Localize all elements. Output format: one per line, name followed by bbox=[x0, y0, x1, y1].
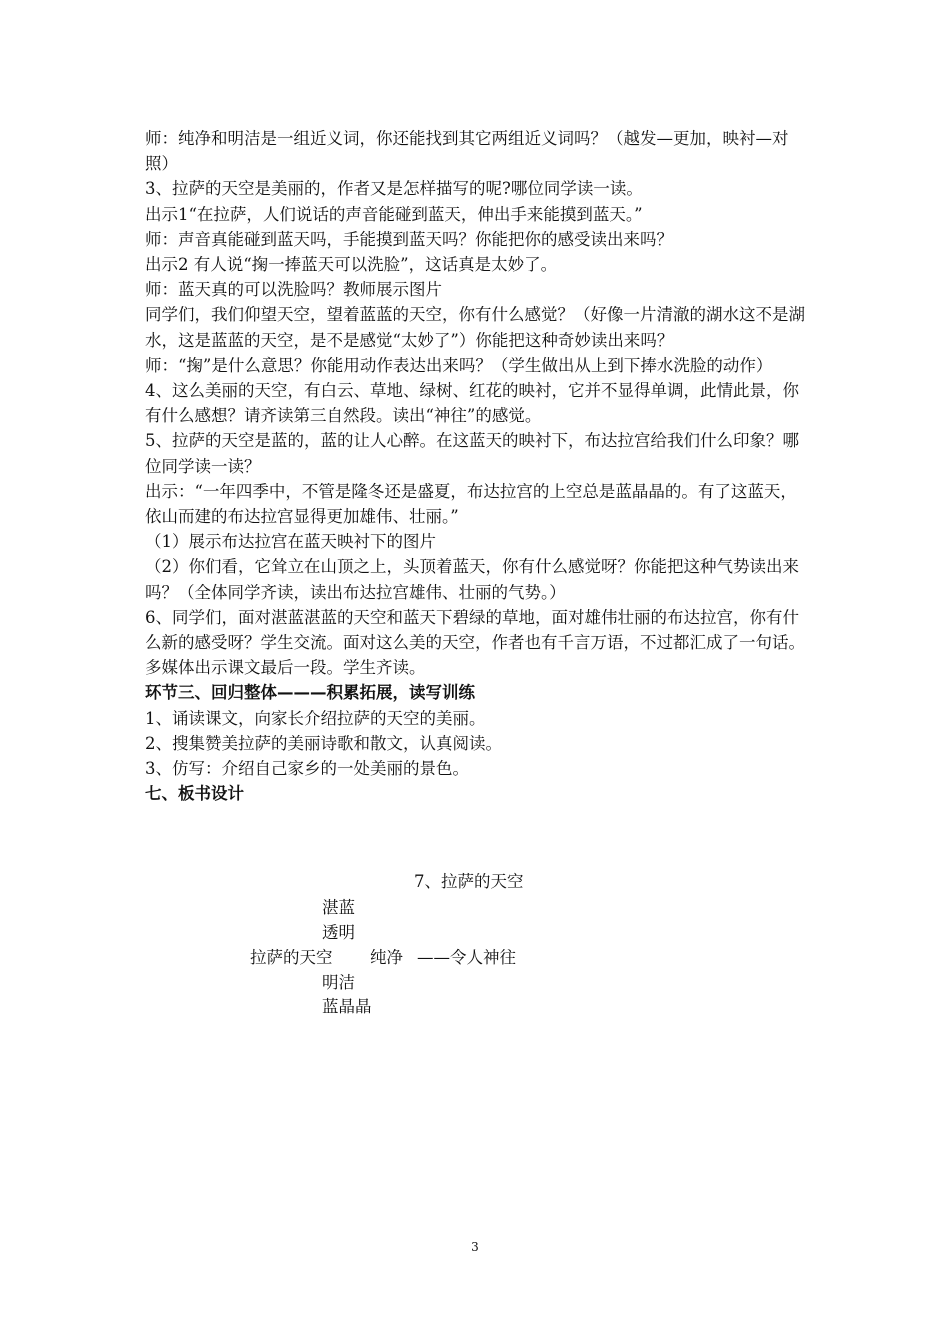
paragraph: （1）展示布达拉宫在蓝天映衬下的图片 bbox=[145, 532, 436, 552]
board-conclusion: ——令人神往 bbox=[417, 948, 516, 967]
paragraph: 5、拉萨的天空是蓝的，蓝的让人心醉。在这蓝天的映衬下，布达拉宫给我们什么印象？哪位同学读一读？ bbox=[145, 431, 799, 476]
paragraph: 师：纯净和明洁是一组近义词，你还能找到其它两组近义词吗？（越发—更加，映衬—对照） bbox=[145, 129, 789, 174]
document-body bbox=[145, 126, 810, 806]
section-heading: 七、板书设计 bbox=[145, 784, 244, 804]
paragraph: 6、同学们，面对湛蓝湛蓝的天空和蓝天下碧绿的草地，面对雄伟壮丽的布达拉宫，你有什么新的感受呀？学生交流。面对这么美的天空，作者也有千言万语，不过都汇成了一句话。多媒体出示课文最后一段。学生齐读。 bbox=[145, 607, 805, 678]
blackboard-design bbox=[0, 870, 950, 1030]
paragraph: 师：蓝天真的可以洗脸吗？教师展示图片 bbox=[145, 280, 442, 300]
section-heading: 环节三、回归整体———积累拓展，读写训练 bbox=[145, 683, 475, 703]
paragraph: 出示：“一年四季中，不管是隆冬还是盛夏，布达拉宫的上空总是蓝晶晶的。有了这蓝天，依山而建的布达拉宫显得更加雄伟、壮丽。” bbox=[145, 481, 797, 527]
paragraph: 出示1“在拉萨，人们说话的声音能碰到蓝天，伸出手来能摸到蓝天。” bbox=[145, 204, 643, 224]
paragraph: （2）你们看，它耸立在山顶之上，头顶着蓝天，你有什么感觉呀？你能把这种气势读出来吗？（全体同学齐读，读出布达拉宫雄伟、壮丽的气势。） bbox=[145, 557, 799, 602]
board-word: 蓝晶晶 bbox=[322, 997, 372, 1016]
paragraph: 4、这么美丽的天空，有白云、草地、绿树、红花的映衬，它并不显得单调，此情此景，你有什么感想？请齐读第三自然段。读出“神往”的感觉。 bbox=[145, 381, 799, 426]
board-word: 纯净 bbox=[370, 948, 403, 967]
paragraph: 1、诵读课文，向家长介绍拉萨的天空的美丽。 bbox=[145, 708, 486, 728]
board-word: 湛蓝 bbox=[322, 898, 355, 917]
page-number: 3 bbox=[471, 1240, 479, 1254]
board-title: 7、拉萨的天空 bbox=[414, 872, 524, 891]
paragraph: 2、搜集赞美拉萨的美丽诗歌和散文，认真阅读。 bbox=[145, 733, 502, 753]
paragraph: 同学们，我们仰望天空，望着蓝蓝的天空，你有什么感觉？（好像一片清澈的湖水这不是湖水，这是蓝蓝的天空，是不是感觉“太妙了”）你能把这种奇妙读出来吗？ bbox=[145, 305, 805, 350]
paragraph: 出示2 有人说“掬一捧蓝天可以洗脸”，这话真是太妙了。 bbox=[145, 255, 558, 275]
board-word: 明洁 bbox=[322, 973, 355, 992]
paragraph: 师：声音真能碰到蓝天吗，手能摸到蓝天吗？你能把你的感受读出来吗？ bbox=[145, 229, 673, 249]
paragraph: 3、仿写：介绍自己家乡的一处美丽的景色。 bbox=[145, 759, 469, 779]
paragraph: 3、拉萨的天空是美丽的，作者又是怎样描写的呢?哪位同学读一读。 bbox=[145, 179, 643, 199]
board-subject: 拉萨的天空 bbox=[250, 948, 333, 967]
paragraph: 师：“掬”是什么意思？你能用动作表达出来吗？（学生做出从上到下捧水洗脸的动作） bbox=[145, 355, 773, 375]
board-word: 透明 bbox=[322, 923, 355, 942]
